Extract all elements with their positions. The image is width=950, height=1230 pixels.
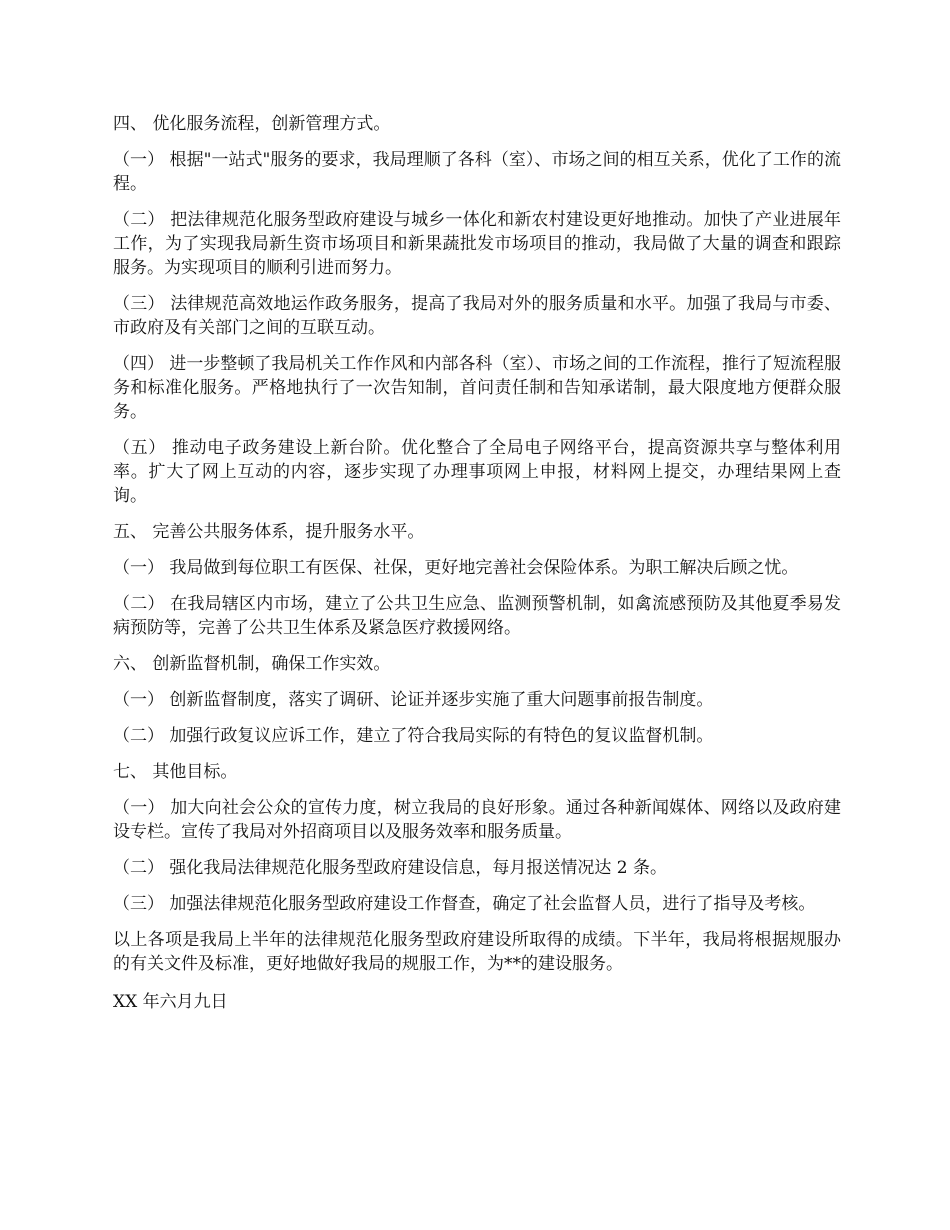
paragraph-7-3: （三） 加强法律规范化服务型政府建设工作督查，确定了社会监督人员，进行了指导及考核。 [113, 894, 816, 914]
paragraph-4-5: （五） 推动电子政务建设上新台阶。优化整合了全局电子网络平台，提高资源共享与整体利用率。扩大了网上互动的内容，逐步实现了办理事项网上申报，材料网上提交，办理结果网上查询。 [113, 438, 841, 506]
paragraph-4-4: （四） 进一步整顿了我局机关工作作风和内部各科（室）、市场之间的工作流程，推行了短流程服务和标准化服务。严格地执行了一次告知制，首问责任制和告知承诺制，最大限度地方便群众服务。 [113, 354, 841, 422]
paragraph-4-3: （三） 法律规范高效地运作政务服务，提高了我局对外的服务质量和水平。加强了我局与市委、市政府及有关部门之间的互联互动。 [113, 294, 841, 338]
section-heading-7: 七、 其他目标。 [113, 762, 238, 782]
section-heading-5: 五、 完善公共服务体系，提升服务水平。 [113, 522, 425, 542]
section-heading-6: 六、 创新监督机制，确保工作实效。 [113, 654, 391, 674]
paragraph-4-2: （二） 把法律规范化服务型政府建设与城乡一体化和新农村建设更好地推动。加快了产业进展年工作，为了实现我局新生资市场项目和新果蔬批发市场项目的推动，我局做了大量的调查和跟踪服务。为实现项目的顺利引进而努力。 [113, 210, 841, 278]
section-heading-4: 四、 优化服务流程，创新管理方式。 [113, 114, 391, 134]
paragraph-5-1: （一） 我局做到每位职工有医保、社保，更好地完善社会保险体系。为职工解决后顾之忧。 [113, 558, 799, 578]
closing-paragraph: 以上各项是我局上半年的法律规范化服务型政府建设所取得的成绩。下半年，我局将根据规服办的有关文件及标准，更好地做好我局的规服工作，为**的建设服务。 [113, 930, 841, 974]
paragraph-7-2: （二） 强化我局法律规范化服务型政府建设信息，每月报送情况达 2 条。 [113, 858, 668, 878]
paragraph-4-1: （一） 根据"一站式"服务的要求，我局理顺了各科（室）、市场之间的相互关系，优化了工作的流程。 [113, 150, 841, 194]
paragraph-7-1: （一） 加大向社会公众的宣传力度，树立我局的良好形象。通过各种新闻媒体、网络以及政府建设专栏。宣传了我局对外招商项目以及服务效率和服务质量。 [113, 798, 841, 842]
document-date: XX 年六月九日 [113, 992, 228, 1012]
paragraph-6-1: （一） 创新监督制度，落实了调研、论证并逐步实施了重大问题事前报告制度。 [113, 690, 714, 710]
paragraph-6-2: （二） 加强行政复议应诉工作，建立了符合我局实际的有特色的复议监督机制。 [113, 726, 714, 746]
paragraph-5-2: （二） 在我局辖区内市场，建立了公共卫生应急、监测预警机制，如禽流感预防及其他夏季易发病预防等，完善了公共卫生体系及紧急医疗救援网络。 [113, 594, 841, 638]
document-page [113, 112, 841, 1026]
